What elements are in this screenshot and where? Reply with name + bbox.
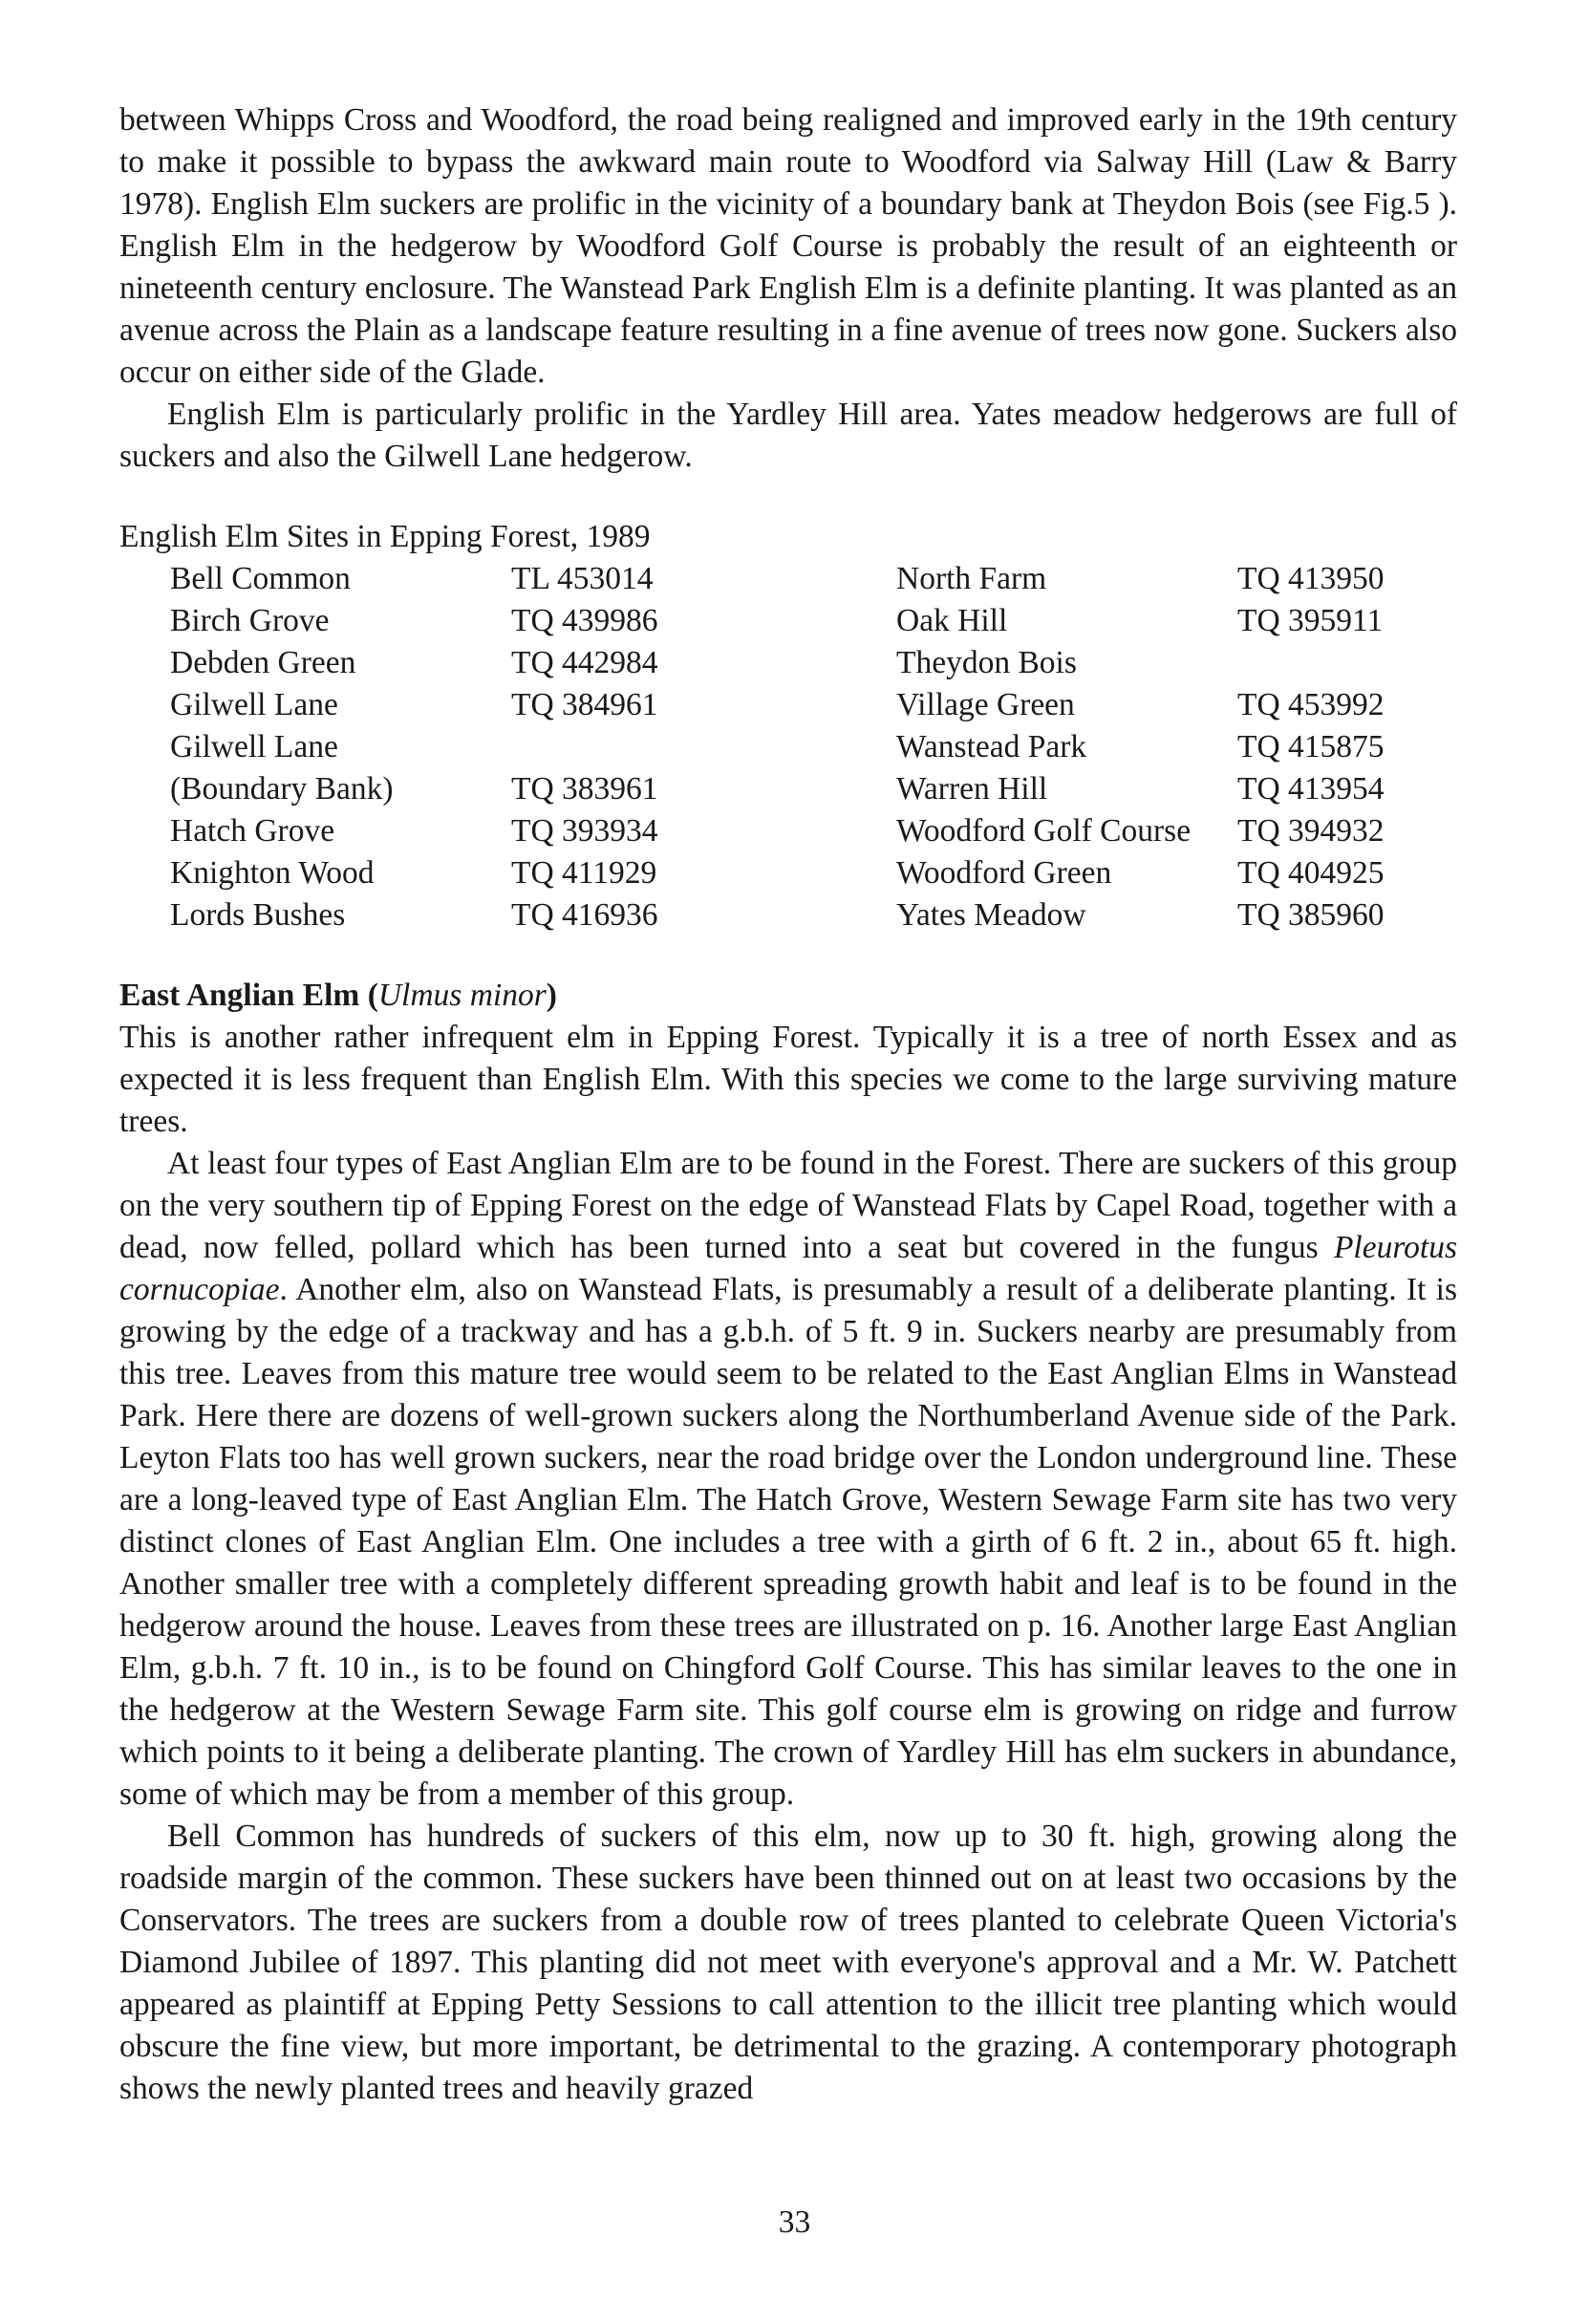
grid-reference: TQ 383961 [511, 771, 658, 807]
grid-reference: TQ 442984 [511, 645, 658, 680]
grid-reference: TQ 439986 [511, 603, 658, 638]
site-name: Village Green [896, 687, 1075, 722]
site-name: Debden Green [170, 645, 356, 680]
grid-reference: TQ 384961 [511, 687, 658, 722]
paragraph-text: At least four types of East Anglian Elm are to be found in the Forest. There are suckers of this group on the very southern tip of Epping Forest on the edge of Wanstead Flats by Capel Road, together with a dead, now felled, pollard which has been turned into a seat but covered in the fungus [119, 1146, 1457, 1265]
site-name: North Farm [896, 561, 1047, 596]
section-paragraph-3: Bell Common has hundreds of suckers of this elm, now up to 30 ft. high, growing along the roadside margin of the common. These suckers have been thinned out on at least two occasions by the Conservators. The trees are suckers from a double row of trees planted to celebrate Queen Victoria's Diamond Jubilee of 1897. This planting did not meet with everyone's approval and a Mr. W. Patchett appeared as plaintiff at Epping Petty Sessions to call attention to the illicit tree planting which would obscure the fine view, but more important, be detrimental to the grazing. A contemporary photograph shows the newly planted trees and heavily grazed [119, 1818, 1457, 2106]
table-row [170, 852, 1409, 894]
site-name: Birch Grove [170, 603, 330, 638]
grid-reference: TQ 395911 [1237, 603, 1384, 638]
grid-reference: TQ 404925 [1237, 855, 1385, 891]
site-name: Yates Meadow [896, 897, 1086, 933]
table-row [170, 642, 1409, 684]
site-name: (Boundary Bank) [170, 771, 394, 807]
site-name: Woodford Golf Course [896, 813, 1192, 849]
grid-reference: TQ 385960 [1237, 897, 1385, 933]
grid-reference: TQ 416936 [511, 897, 658, 933]
table-row [170, 726, 1409, 768]
site-name: Bell Common [170, 561, 351, 596]
site-name: Gilwell Lane [170, 729, 338, 764]
site-name: Warren Hill [896, 771, 1048, 807]
fungus-name: Pleurotus cornucopiae [119, 1230, 1457, 1307]
grid-reference [1237, 642, 1409, 684]
site-list-caption: English Elm Sites in Epping Forest, 1989 [119, 519, 651, 554]
page-number: 33 [778, 2205, 811, 2240]
heading-common-name: East Anglian Elm [119, 978, 360, 1013]
site-name: Gilwell Lane [170, 687, 338, 722]
table-row [170, 810, 1409, 852]
table-row [170, 600, 1409, 642]
site-list-table [170, 558, 1409, 936]
intro-paragraph-2: English Elm is particularly prolific in the Yardley Hill area. Yates meadow hedgerows are full of suckers and also the Gilwell Lane hedgerow. [119, 397, 1457, 474]
grid-reference: TQ 415875 [1237, 729, 1385, 764]
grid-reference: TQ 413954 [1237, 771, 1385, 807]
intro-paragraph-1: between Whipps Cross and Woodford, the road being realigned and improved early in the 19th century to make it possible to bypass the awkward main route to Woodford via Salway Hill (Law & Barry 1978). English Elm suckers are prolific in the vicinity of a boundary bank at Theydon Bois (see Fig.5 ). English Elm in the hedgerow by Woodford Golf Course is probably the result of an eighteenth or nineteenth century enclosure. The Wanstead Park English Elm is a definite planting. It was planted as an avenue across the Plain as a landscape feature resulting in a fine avenue of trees now gone. Suckers also occur on either side of the Glade. [119, 102, 1457, 390]
table-row [170, 768, 1409, 810]
table-row [170, 558, 1409, 600]
grid-reference: TQ 453992 [1237, 687, 1385, 722]
heading-scientific-name: Ulmus minor [377, 978, 547, 1013]
section-heading: East Anglian Elm (Ulmus minor) [119, 978, 557, 1013]
site-name: Oak Hill [896, 603, 1008, 638]
spacer [119, 478, 1457, 516]
grid-reference: TL 453014 [511, 561, 654, 596]
site-name: Hatch Grove [170, 813, 335, 849]
grid-reference [511, 726, 896, 768]
site-name: Theydon Bois [896, 645, 1077, 680]
site-name: Lords Bushes [170, 897, 346, 933]
grid-reference: TQ 413950 [1237, 561, 1385, 596]
section-paragraph-1: This is another rather infrequent elm in Epping Forest. Typically it is a tree of north Essex and as expected it is less frequent than English Elm. With this species we come to the large surviving mature trees. [119, 1020, 1457, 1139]
paragraph-text: . Another elm, also on Wanstead Flats, is presumably a result of a deliberate planting. It is growing by the edge of a trackway and has a g.b.h. of 5 ft. 9 in. Suckers nearby are presumably from this tree. Leaves from this mature tree would seem to be related to the East Anglian Elms in Wanstead Park. Here there are dozens of well-grown suckers along the Northumberland Avenue side of the Park. Leyton Flats too has well grown suckers, near the road bridge over the London underground line. These are a long-leaved type of East Anglian Elm. The Hatch Grove, Western Sewage Farm site has two very distinct clones of East Anglian Elm. One includes a tree with a girth of 6 ft. 2 in., about 65 ft. high. Another smaller tree with a completely different spreading growth habit and leaf is to be found in the hedgerow around the house. Leaves from these trees are illustrated on p. 16. Another large East Anglian Elm, g.b.h. 7 ft. 10 in., is to be found on Chingford Golf Course. This has similar leaves to the one in the hedgerow at the Western Sewage Farm site. This golf course elm is growing on ridge and furrow which points to it being a deliberate planting. The crown of Yardley Hill has elm suckers in abundance, some of which may be from a member of this group. [119, 1272, 1457, 1812]
grid-reference: TQ 393934 [511, 813, 658, 849]
table-row [170, 684, 1409, 726]
grid-reference: TQ 411929 [511, 855, 657, 891]
table-row [170, 894, 1409, 936]
site-name: Knighton Wood [170, 855, 375, 891]
grid-reference: TQ 394932 [1237, 813, 1385, 849]
page-body [119, 99, 1457, 2110]
section-paragraph-2 [119, 1143, 1457, 1816]
site-name: Wanstead Park [896, 729, 1087, 764]
spacer [119, 936, 1457, 975]
site-name: Woodford Green [896, 855, 1112, 891]
